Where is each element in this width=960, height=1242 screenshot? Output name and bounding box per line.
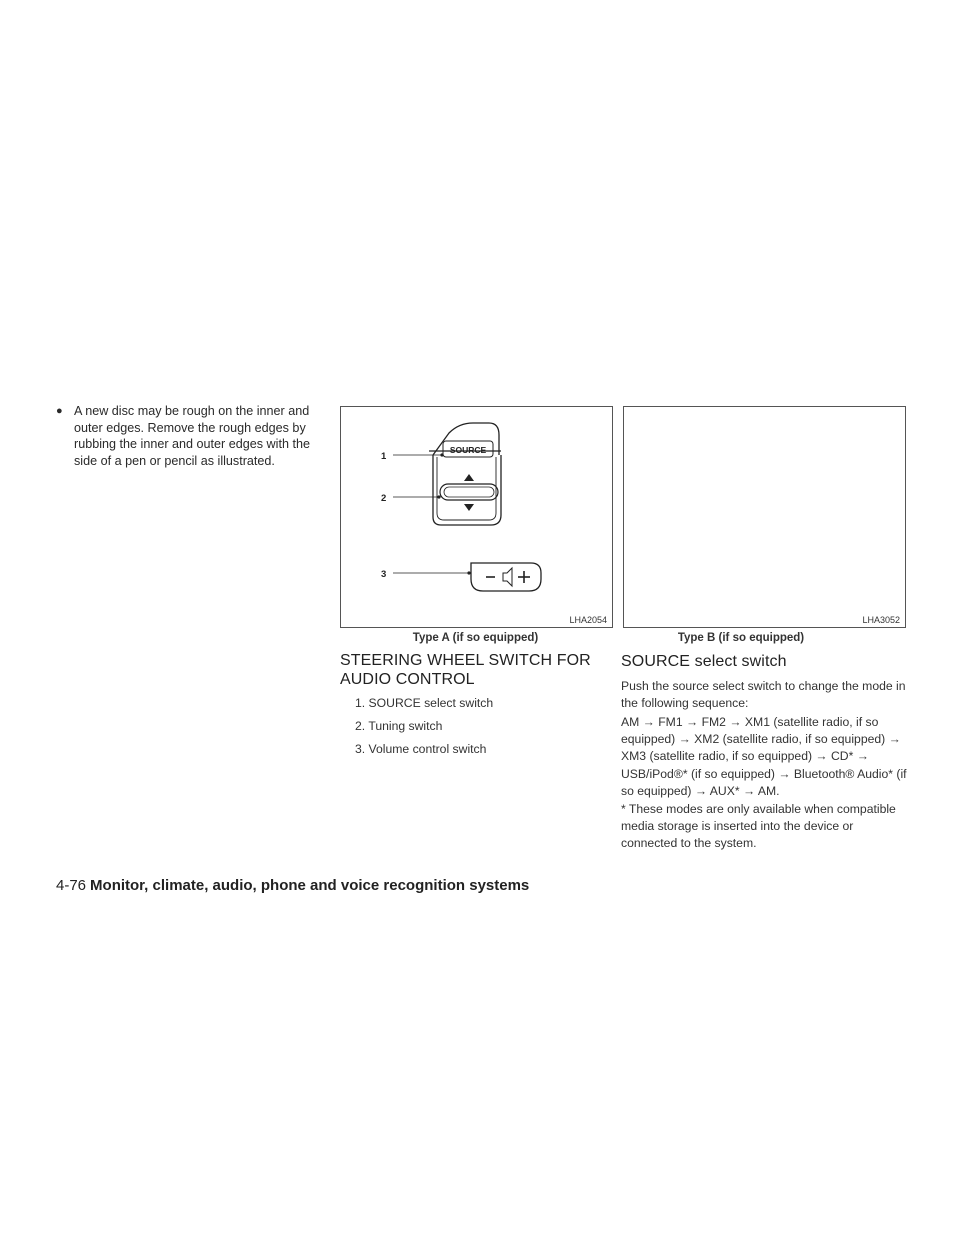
source-sequence: AM → FM1 → FM2 → XM1 (satellite radio, if so equipped) → XM2 (satellite radio, if so equipped) → XM3 (satellite radio, if so equipped) → CD* → USB/iPod®* (if so equipped) → Bluetooth® Audio* (if so equipped) → AUX* → AM. [621,715,907,798]
list-item: 2. Tuning switch [355,719,443,733]
figure-caption: Type A (if so equipped) [412,632,539,644]
list-item: 1. SOURCE select switch [355,696,494,710]
callout-1: 1 [381,451,387,462]
figure-type-a [340,406,613,628]
figure-code: LHA2054 [569,615,607,625]
bullet-symbol: ● [56,405,63,417]
callout-3: 3 [381,569,387,580]
list-item: 3. Volume control switch [355,742,487,756]
section-heading: STEERING WHEEL SWITCH FOR AUDIO CONTROL [340,652,591,688]
page-footer [56,877,529,894]
switch-list [355,696,493,765]
chapter-title: Monitor, climate, audio, phone and voice recognition systems [90,877,530,894]
source-note: * These modes are only available when compatible media storage is inserted into the device or connected to the system. [621,802,896,851]
figure-caption: Type B (if so equipped) [677,632,805,644]
callout-2: 2 [381,493,387,504]
figure-code: LHA3052 [862,615,900,625]
bullet-text: A new disc may be rough on the inner and outer edges. Remove the rough edges by rubbing the inner and outer edges with the side of a pen or pencil as illustrated. [74,404,310,468]
source-button-label: SOURCE [449,445,487,455]
page-number: 4-76 [56,877,87,894]
figure-type-b [623,406,906,628]
source-intro: Push the source select switch to change the mode in the following sequence: [621,679,906,711]
steering-switch-illustration [341,407,612,627]
section-heading: SOURCE select switch [621,653,787,670]
